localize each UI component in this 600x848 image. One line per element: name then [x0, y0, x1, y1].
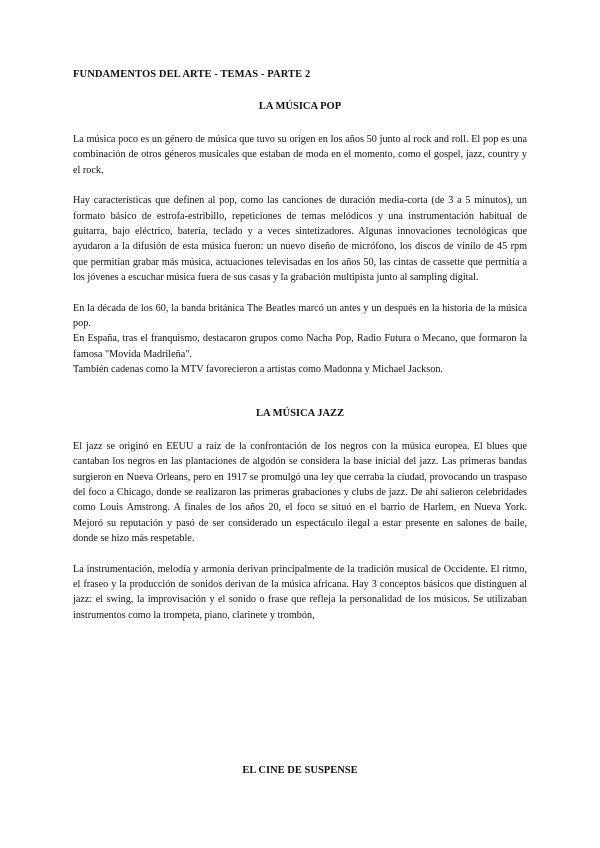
- section-heading-pop: LA MÚSICA POP: [258, 101, 342, 112]
- pop-paragraph-characteristics: Hay características que definen al pop, como las canciones de duración media-corta (de 3 a 5 minutos), un formato básico de estrofa-estribillo, repeticiones de temas melódicos y una instrumentación habitual de guitarra, bajo eléctrico, batería, teclado y a veces sintetizadores. Algunas innovaciones tecnológicas que ayudaron a la difusión de esta música fueron: un nuevo diseño de micrófono, los discos de vinilo de 45 rpm que permitían grabar más música, actuaciones televisadas en los años 50, las cintas de cassette que permitía a los jóvenes a escuchar música fuera de sus casas y la grabación multipista junto al sampling digital.: [73, 195, 527, 284]
- section-heading-jazz: LA MÚSICA JAZZ: [255, 407, 345, 419]
- jazz-paragraph-origin: El jazz se originó en EEUU a raíz de la confrontación de los negros con la música europea. El blues que cantaban los negros en las plantaciones de algodón se considera la base inicial del jazz. Las primeras bandas surgieron en Nueva Orleans, pero en 1917 se promulgó una ley que cerraba la ciudad, provocando un traspaso del foco a Chicago, donde se realizaron las primeras grabaciones y clubs de jazz. De ahí salieron celebridades como Louis Amstrong. A finales de los años 20, el foco se situó en el barrio de Harlem, en Nueva York. Mejoró su reputación y pasó de ser considerado un espectáculo ilegal a estar presente en salones de baile, donde se hizo más respetable.: [73, 440, 527, 545]
- document-title: FUNDAMENTOS DEL ARTE - TEMAS - PARTE 2: [73, 69, 311, 80]
- pop-line-mtv: También cadenas como la MTV favorecieron a artistas como Madonna y Michael Jackson.: [73, 364, 443, 376]
- document-page: [73, 68, 527, 776]
- pop-paragraph-intro: La música poco es un género de música que tuvo su origen en los años 50 junto al rock and roll. El pop es una combinación de otros géneros musicales que estaban de moda en el momento, como el gospel, jazz, country y el rock.: [73, 134, 527, 176]
- pop-line-beatles: En la década de los 60, la banda británica The Beatles marcó un antes y un después en la historia de la música pop.: [73, 302, 527, 330]
- section-heading-cine: EL CINE DE SUSPENSE: [242, 765, 358, 776]
- jazz-paragraph-instrumentation: La instrumentación, melodía y armonía derivan principalmente de la tradición musical de Occidente. El ritmo, el fraseo y la producción de sonidos derivan de la música africana. Hay 3 conceptos básicos que distinguen al jazz: el swing, la improvisación y el sonido o frase que refleja la personalidad de los músicos. Se utilizaban instrumentos como la trompeta, piano, clarinete y trombón,: [73, 563, 527, 621]
- pop-history-block: [73, 301, 527, 378]
- pop-line-spain: En España, tras el franquismo, destacaron grupos como Nacha Pop, Radio Futura o Mecano, que formaron la famosa "Movida Madrileña".: [73, 333, 527, 360]
